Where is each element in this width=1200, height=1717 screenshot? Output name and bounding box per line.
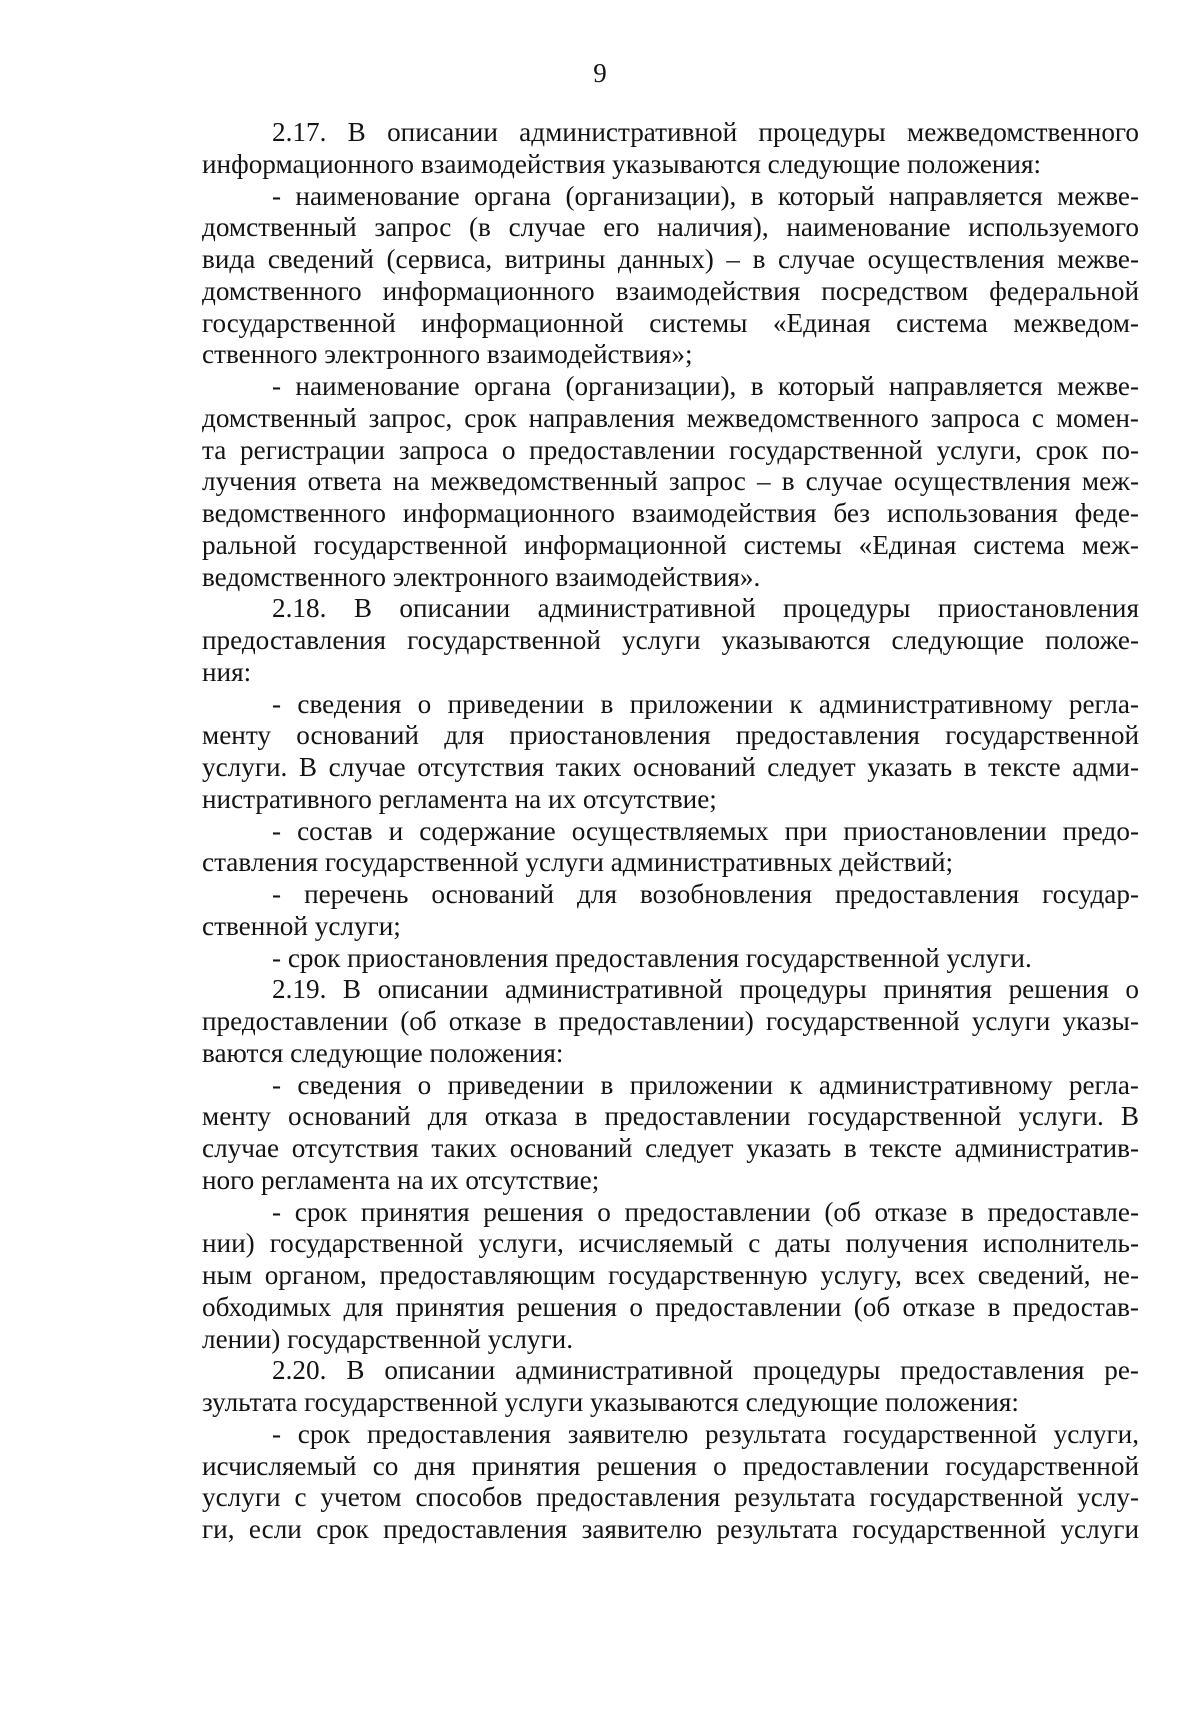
- text-line: та регистрации запроса о предоставлении государственной услуги, срок по-: [202, 434, 1139, 465]
- text-line: ваются следующие положения:: [202, 1037, 564, 1068]
- text-line: ставления государственной услуги административных действий;: [202, 847, 954, 878]
- text-line: нистративного регламента на их отсутствие;: [202, 783, 717, 814]
- text-line: обходимых для принятия решения о предоставлении (об отказе в предостав-: [202, 1291, 1139, 1322]
- text-line: - состав и содержание осуществляемых при приостановлении предо-: [272, 815, 1139, 846]
- text-line: лучения ответа на межведомственный запрос – в случае осуществления меж-: [202, 466, 1139, 497]
- text-line: - сведения о приведении в приложении к административному регла-: [272, 688, 1139, 719]
- text-line: ния:: [202, 656, 252, 687]
- text-line: вида сведений (сервиса, витрины данных) – в случае осуществления межве-: [202, 244, 1139, 274]
- text-line: - сведения о приведении в приложении к административному регла-: [272, 1069, 1139, 1100]
- text-line: - срок приостановления предоставления государственной услуги.: [272, 942, 1032, 973]
- text-line: - срок принятия решения о предоставлении (об отказе в предоставле-: [272, 1196, 1139, 1227]
- text-line: ственной услуги;: [202, 910, 401, 941]
- text-line: 2.20. В описании административной процедуры предоставления ре-: [272, 1355, 1139, 1386]
- text-line: случае отсутствия таких оснований следует указать в тексте административ-: [202, 1133, 1139, 1163]
- text-line: зультата государственной услуги указываются следующие положения:: [202, 1387, 1019, 1417]
- text-line: 2.19. В описании административной процедуры принятия решения о: [272, 974, 1139, 1005]
- text-line: - наименование органа (организации), в который направляется межве-: [272, 371, 1139, 401]
- text-line: государственной информационной системы «Единая система межведом-: [202, 307, 1139, 338]
- page-number: 9: [593, 58, 607, 88]
- text-line: домственного информационного взаимодействия посредством федеральной: [202, 275, 1139, 306]
- text-line: услуги с учетом способов предоставления результата государственной услу-: [202, 1482, 1139, 1513]
- document-body: [202, 117, 1139, 1546]
- text-line: услуги. В случае отсутствия таких оснований следует указать в тексте адми-: [202, 752, 1139, 782]
- text-line: информационного взаимодействия указываются следующие положения:: [202, 148, 1042, 179]
- text-line: ного регламента на их отсутствие;: [202, 1164, 600, 1195]
- text-line: менту оснований для отказа в предоставлении государственной услуги. В: [202, 1101, 1139, 1132]
- text-line: - срок предоставления заявителю результата государственной услуги,: [272, 1418, 1139, 1449]
- text-line: ведомственного информационного взаимодействия без использования феде-: [202, 498, 1139, 528]
- text-line: предоставлении (об отказе в предоставлении) государственной услуги указы-: [202, 1006, 1139, 1036]
- text-line: предоставления государственной услуги указываются следующие положе-: [202, 625, 1139, 655]
- text-line: лении) государственной услуги.: [202, 1323, 574, 1354]
- text-line: нии) государственной услуги, исчисляемый с даты получения исполнитель-: [202, 1228, 1139, 1259]
- text-line: домственный запрос, срок направления межведомственного запроса с момен-: [202, 402, 1139, 433]
- text-line: исчисляемый со дня принятия решения о предоставлении государственной: [202, 1450, 1139, 1481]
- text-line: ным органом, предоставляющим государственную услугу, всех сведений, не-: [202, 1260, 1139, 1290]
- text-line: ственного электронного взаимодействия»;: [202, 339, 693, 370]
- text-line: домственный запрос (в случае его наличия), наименование используемого: [202, 212, 1139, 243]
- text-line: ведомственного электронного взаимодействия».: [202, 561, 761, 592]
- text-line: 2.18. В описании административной процедуры приостановления: [272, 593, 1139, 624]
- text-line: ральной государственной информационной системы «Единая система меж-: [202, 529, 1139, 560]
- text-line: - наименование органа (организации), в который направляется межве-: [272, 180, 1139, 211]
- text-line: 2.17. В описании административной процедуры межведомственного: [272, 117, 1139, 147]
- text-line: ги, если срок предоставления заявителю результата государственной услуги: [202, 1514, 1139, 1544]
- text-line: - перечень оснований для возобновления предоставления государ-: [272, 879, 1139, 909]
- text-line: менту оснований для приостановления предоставления государственной: [202, 720, 1139, 751]
